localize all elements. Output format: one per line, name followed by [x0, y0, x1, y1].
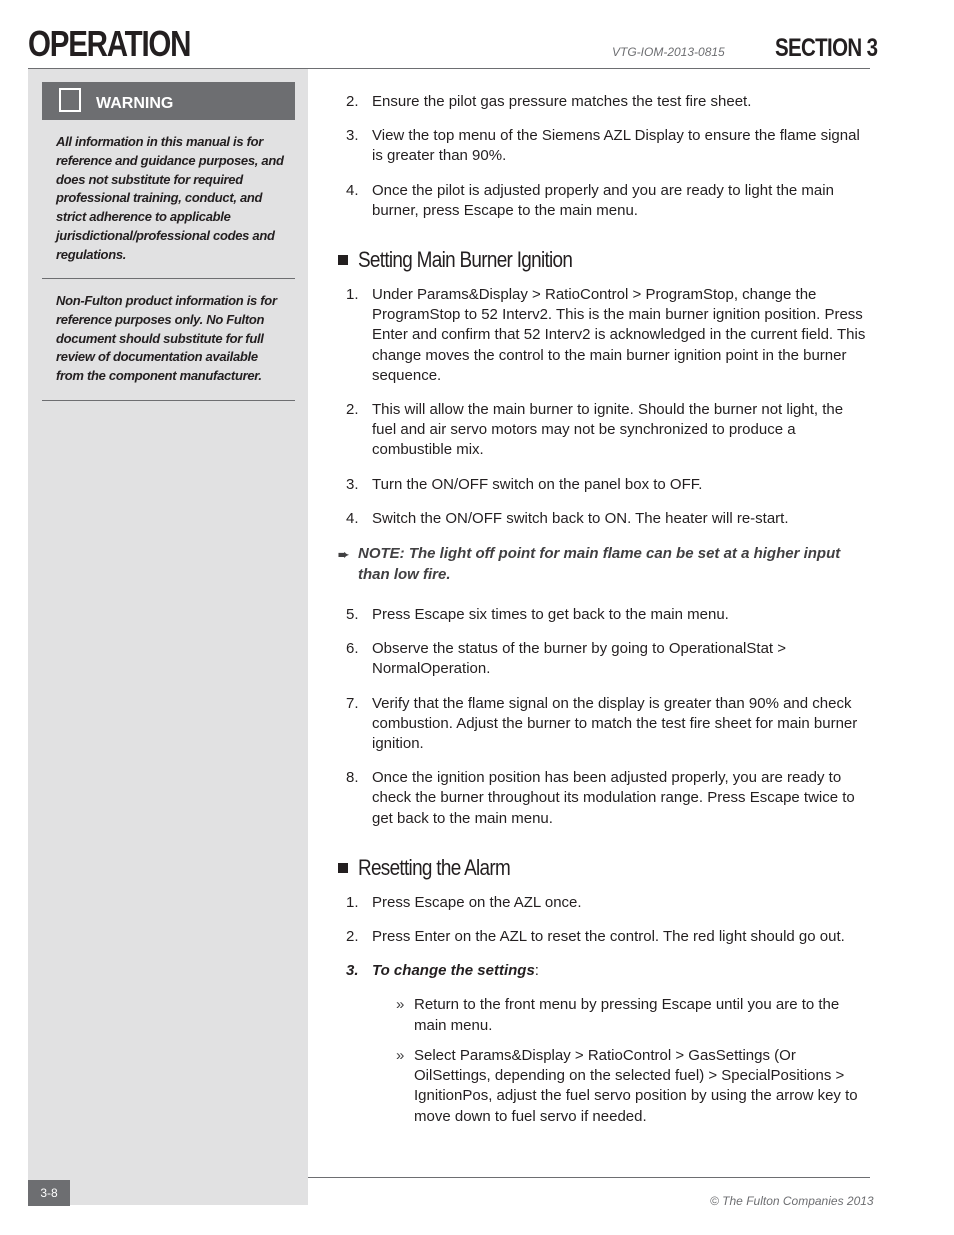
- list-item: 1. Under Params&Display > RatioControl > ProgramStop, change the ProgramStop to 52 Interv2. This is the main burner ignition position. Press Enter and confirm that 52 Interv2 is acknowledged in the current field. This change moves the control to the main burner ignition point in the burner sequence.: [346, 286, 866, 384]
- warning-text-non-fulton: Non-Fulton product information is for reference purposes only. No Fulton document should substitute for full review of documentation available from the component manufacturer.: [56, 293, 277, 384]
- list-item: 1. Press Escape on the AZL once.: [346, 893, 582, 911]
- square-bullet-icon: [338, 863, 348, 873]
- main-content: [338, 92, 870, 1137]
- warning-label: WARNING: [96, 95, 174, 112]
- list-item: 4. Switch the ON/OFF switch back to ON. The heater will re-start.: [346, 509, 789, 527]
- square-bullet-icon: [338, 255, 348, 265]
- intro-steps: [338, 92, 870, 221]
- ignition-steps: [338, 285, 870, 529]
- list-item: 2. This will allow the main burner to ignite. Should the burner not light, the fuel and air servo motors may not be synchronized to produce a combustible mix.: [346, 401, 844, 459]
- list-item: 8. Once the ignition position has been adjusted properly, you are ready to check the burner throughout its modulation range. Press Escape twice to get back to the main menu.: [346, 769, 855, 827]
- section-name: OPERATION: [28, 23, 191, 64]
- ignition-steps-continued: [338, 605, 870, 829]
- list-item: 4. Once the pilot is adjusted properly and you are ready to light the main burner, press Escape to the main menu.: [346, 181, 834, 219]
- list-item: 5. Press Escape six times to get back to the main menu.: [346, 606, 729, 624]
- footer-rule: [308, 1177, 870, 1178]
- section-heading-main-burner-ignition: Setting Main Burner Ignition: [338, 247, 870, 273]
- double-chevron-icon: »: [396, 1046, 405, 1064]
- arrow-right-icon: ➨: [338, 547, 349, 563]
- double-chevron-icon: »: [396, 996, 405, 1014]
- section-number: SECTION 3: [775, 34, 878, 62]
- list-item: 3. View the top menu of the Siemens AZL Display to ensure the flame signal is greater than 90%.: [346, 127, 860, 165]
- document-code: VTG-IOM-2013-0815: [612, 45, 725, 59]
- copyright: © The Fulton Companies 2013: [710, 1194, 874, 1208]
- list-item: 6. Observe the status of the burner by going to OperationalStat > NormalOperation.: [346, 640, 787, 678]
- page-number: 3-8: [28, 1180, 70, 1206]
- list-item: » Return to the front menu by pressing Escape until you are to the main menu.: [396, 996, 840, 1034]
- sidebar-divider: [42, 278, 295, 279]
- warning-header: [42, 82, 295, 120]
- warning-text-general: All information in this manual is for reference and guidance purposes, and does not substitute for required professional training, conduct, and strict adherence to applicable jurisdictional/professional codes and regulations.: [56, 134, 284, 262]
- list-item: 3. To change the settings:: [346, 962, 539, 980]
- list-item: 7. Verify that the flame signal on the display is greater than 90% and check combustion. Adjust the burner to match the test fire sheet for main burner ignition.: [346, 694, 858, 753]
- alarm-steps: [338, 893, 870, 982]
- note: ➨ NOTE: The light off point for main flame can be set at a higher input than low fire.: [338, 545, 841, 584]
- list-item: 2. Ensure the pilot gas pressure matches the test fire sheet.: [346, 93, 752, 110]
- sidebar-divider: [42, 400, 295, 401]
- section-heading-resetting-alarm: Resetting the Alarm: [338, 855, 870, 881]
- list-item: 2. Press Enter on the AZL to reset the control. The red light should go out.: [346, 928, 845, 946]
- sub-bullet-list: [338, 995, 870, 1126]
- list-item: 3. Turn the ON/OFF switch on the panel box to OFF.: [346, 475, 703, 493]
- checkbox-icon: [59, 88, 81, 112]
- list-item: » Select Params&Display > RatioControl > GasSettings (Or OilSettings, depending on the selected fuel) > SpecialPositions > IgnitionPos, adjust the fuel servo position by using the arrow key to move down to fuel servo if needed.: [396, 1046, 858, 1125]
